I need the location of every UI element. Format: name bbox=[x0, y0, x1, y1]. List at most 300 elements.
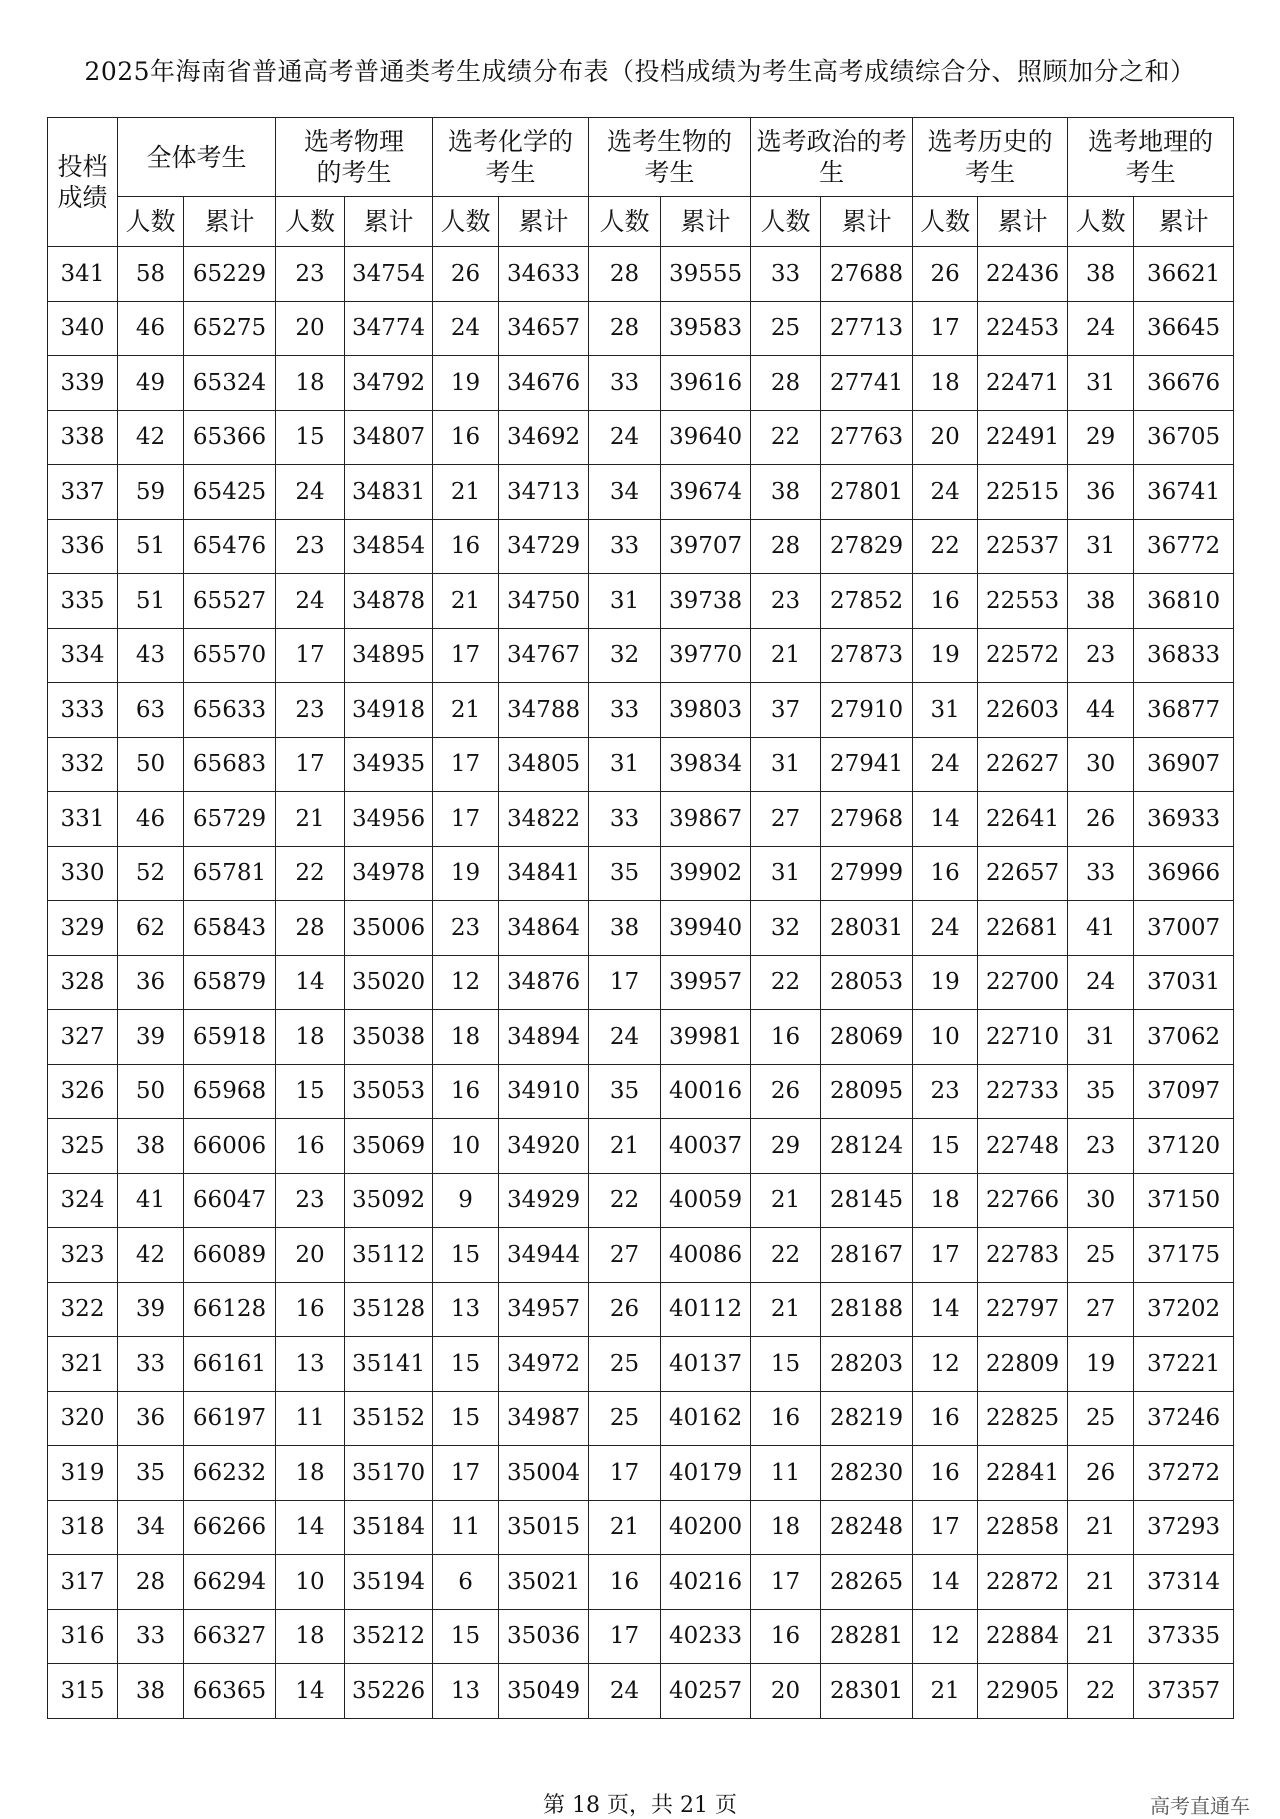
cumulative-cell: 65633 bbox=[184, 683, 276, 738]
header-count: 人数 bbox=[118, 197, 184, 247]
cumulative-cell: 34805 bbox=[499, 737, 589, 792]
cumulative-cell: 22537 bbox=[978, 519, 1068, 574]
count-cell: 18 bbox=[276, 1446, 345, 1501]
score-cell: 333 bbox=[48, 683, 118, 738]
score-cell: 317 bbox=[48, 1555, 118, 1610]
count-cell: 11 bbox=[276, 1391, 345, 1446]
cumulative-cell: 36772 bbox=[1134, 519, 1234, 574]
header-count: 人数 bbox=[751, 197, 821, 247]
count-cell: 31 bbox=[589, 737, 661, 792]
cumulative-cell: 66047 bbox=[184, 1173, 276, 1228]
cumulative-cell: 65918 bbox=[184, 1010, 276, 1065]
count-cell: 21 bbox=[589, 1500, 661, 1555]
count-cell: 21 bbox=[751, 1282, 821, 1337]
header-cumulative: 累计 bbox=[1134, 197, 1234, 247]
count-cell: 18 bbox=[433, 1010, 499, 1065]
count-cell: 24 bbox=[913, 465, 978, 520]
cumulative-cell: 36676 bbox=[1134, 356, 1234, 411]
count-cell: 21 bbox=[276, 792, 345, 847]
table-row bbox=[48, 1664, 1234, 1719]
score-cell: 319 bbox=[48, 1446, 118, 1501]
cumulative-cell: 34807 bbox=[345, 410, 433, 465]
count-cell: 46 bbox=[118, 792, 184, 847]
cumulative-cell: 36621 bbox=[1134, 247, 1234, 302]
cumulative-cell: 66327 bbox=[184, 1609, 276, 1664]
count-cell: 21 bbox=[589, 1119, 661, 1174]
cumulative-cell: 28124 bbox=[821, 1119, 913, 1174]
cumulative-cell: 22858 bbox=[978, 1500, 1068, 1555]
cumulative-cell: 66006 bbox=[184, 1119, 276, 1174]
count-cell: 34 bbox=[589, 465, 661, 520]
count-cell: 35 bbox=[589, 1064, 661, 1119]
cumulative-cell: 36810 bbox=[1134, 574, 1234, 629]
table-row bbox=[48, 1010, 1234, 1065]
cumulative-cell: 34676 bbox=[499, 356, 589, 411]
cumulative-cell: 22641 bbox=[978, 792, 1068, 847]
cumulative-cell: 27968 bbox=[821, 792, 913, 847]
count-cell: 43 bbox=[118, 628, 184, 683]
cumulative-cell: 34864 bbox=[499, 901, 589, 956]
cumulative-cell: 22872 bbox=[978, 1555, 1068, 1610]
header-count: 人数 bbox=[913, 197, 978, 247]
header-group-politics: 选考政治的考生 bbox=[751, 118, 913, 197]
score-cell: 327 bbox=[48, 1010, 118, 1065]
cumulative-cell: 34956 bbox=[345, 792, 433, 847]
table-row bbox=[48, 846, 1234, 901]
cumulative-cell: 22905 bbox=[978, 1664, 1068, 1719]
cumulative-cell: 22657 bbox=[978, 846, 1068, 901]
cumulative-cell: 65879 bbox=[184, 955, 276, 1010]
cumulative-cell: 28053 bbox=[821, 955, 913, 1010]
count-cell: 17 bbox=[913, 1500, 978, 1555]
cumulative-cell: 22825 bbox=[978, 1391, 1068, 1446]
header-group-chemistry: 选考化学的考生 bbox=[433, 118, 589, 197]
count-cell: 10 bbox=[913, 1010, 978, 1065]
cumulative-cell: 40257 bbox=[661, 1664, 751, 1719]
cumulative-cell: 35184 bbox=[345, 1500, 433, 1555]
count-cell: 26 bbox=[1068, 792, 1134, 847]
count-cell: 22 bbox=[276, 846, 345, 901]
count-cell: 15 bbox=[433, 1228, 499, 1283]
cumulative-cell: 36933 bbox=[1134, 792, 1234, 847]
cumulative-cell: 34972 bbox=[499, 1337, 589, 1392]
cumulative-cell: 34929 bbox=[499, 1173, 589, 1228]
cumulative-cell: 65570 bbox=[184, 628, 276, 683]
cumulative-cell: 35006 bbox=[345, 901, 433, 956]
count-cell: 23 bbox=[913, 1064, 978, 1119]
count-cell: 28 bbox=[589, 247, 661, 302]
cumulative-cell: 35049 bbox=[499, 1664, 589, 1719]
count-cell: 15 bbox=[433, 1337, 499, 1392]
header-cumulative: 累计 bbox=[184, 197, 276, 247]
cumulative-cell: 40037 bbox=[661, 1119, 751, 1174]
count-cell: 18 bbox=[276, 356, 345, 411]
count-cell: 14 bbox=[913, 792, 978, 847]
cumulative-cell: 28265 bbox=[821, 1555, 913, 1610]
count-cell: 12 bbox=[433, 955, 499, 1010]
count-cell: 30 bbox=[1068, 737, 1134, 792]
count-cell: 25 bbox=[1068, 1391, 1134, 1446]
count-cell: 16 bbox=[913, 1446, 978, 1501]
count-cell: 24 bbox=[589, 410, 661, 465]
cumulative-cell: 39738 bbox=[661, 574, 751, 629]
score-cell: 321 bbox=[48, 1337, 118, 1392]
count-cell: 15 bbox=[913, 1119, 978, 1174]
cumulative-cell: 36705 bbox=[1134, 410, 1234, 465]
count-cell: 46 bbox=[118, 301, 184, 356]
cumulative-cell: 27852 bbox=[821, 574, 913, 629]
cumulative-cell: 34774 bbox=[345, 301, 433, 356]
count-cell: 24 bbox=[589, 1664, 661, 1719]
score-cell: 341 bbox=[48, 247, 118, 302]
cumulative-cell: 28301 bbox=[821, 1664, 913, 1719]
count-cell: 37 bbox=[751, 683, 821, 738]
count-cell: 10 bbox=[276, 1555, 345, 1610]
header-cumulative: 累计 bbox=[978, 197, 1068, 247]
table-row bbox=[48, 1173, 1234, 1228]
cumulative-cell: 22809 bbox=[978, 1337, 1068, 1392]
count-cell: 31 bbox=[1068, 356, 1134, 411]
table-row bbox=[48, 1337, 1234, 1392]
cumulative-cell: 36741 bbox=[1134, 465, 1234, 520]
cumulative-cell: 40233 bbox=[661, 1609, 751, 1664]
cumulative-cell: 22572 bbox=[978, 628, 1068, 683]
count-cell: 22 bbox=[751, 1228, 821, 1283]
cumulative-cell: 65527 bbox=[184, 574, 276, 629]
table-row bbox=[48, 628, 1234, 683]
cumulative-cell: 66161 bbox=[184, 1337, 276, 1392]
count-cell: 16 bbox=[913, 1391, 978, 1446]
count-cell: 22 bbox=[751, 955, 821, 1010]
count-cell: 13 bbox=[433, 1282, 499, 1337]
count-cell: 24 bbox=[913, 737, 978, 792]
count-cell: 17 bbox=[433, 737, 499, 792]
count-cell: 49 bbox=[118, 356, 184, 411]
cumulative-cell: 35036 bbox=[499, 1609, 589, 1664]
count-cell: 32 bbox=[751, 901, 821, 956]
count-cell: 12 bbox=[913, 1609, 978, 1664]
header-count: 人数 bbox=[276, 197, 345, 247]
table-body bbox=[48, 247, 1234, 1719]
cumulative-cell: 34750 bbox=[499, 574, 589, 629]
cumulative-cell: 66232 bbox=[184, 1446, 276, 1501]
table-row bbox=[48, 1555, 1234, 1610]
count-cell: 25 bbox=[751, 301, 821, 356]
cumulative-cell: 66089 bbox=[184, 1228, 276, 1283]
cumulative-cell: 37007 bbox=[1134, 901, 1234, 956]
score-cell: 324 bbox=[48, 1173, 118, 1228]
count-cell: 31 bbox=[751, 846, 821, 901]
cumulative-cell: 27941 bbox=[821, 737, 913, 792]
count-cell: 29 bbox=[751, 1119, 821, 1174]
cumulative-cell: 35112 bbox=[345, 1228, 433, 1283]
cumulative-cell: 65366 bbox=[184, 410, 276, 465]
cumulative-cell: 37357 bbox=[1134, 1664, 1234, 1719]
count-cell: 18 bbox=[913, 1173, 978, 1228]
count-cell: 25 bbox=[1068, 1228, 1134, 1283]
count-cell: 11 bbox=[433, 1500, 499, 1555]
header-group-biology: 选考生物的考生 bbox=[589, 118, 751, 197]
count-cell: 16 bbox=[276, 1282, 345, 1337]
count-cell: 16 bbox=[913, 574, 978, 629]
table-row bbox=[48, 1282, 1234, 1337]
cumulative-cell: 37246 bbox=[1134, 1391, 1234, 1446]
count-cell: 50 bbox=[118, 1064, 184, 1119]
cumulative-cell: 39902 bbox=[661, 846, 751, 901]
cumulative-cell: 22783 bbox=[978, 1228, 1068, 1283]
cumulative-cell: 34957 bbox=[499, 1282, 589, 1337]
count-cell: 42 bbox=[118, 410, 184, 465]
count-cell: 19 bbox=[433, 846, 499, 901]
cumulative-cell: 40112 bbox=[661, 1282, 751, 1337]
cumulative-cell: 34910 bbox=[499, 1064, 589, 1119]
count-cell: 24 bbox=[1068, 301, 1134, 356]
count-cell: 20 bbox=[276, 301, 345, 356]
count-cell: 23 bbox=[276, 519, 345, 574]
cumulative-cell: 34935 bbox=[345, 737, 433, 792]
count-cell: 29 bbox=[1068, 410, 1134, 465]
cumulative-cell: 36907 bbox=[1134, 737, 1234, 792]
count-cell: 27 bbox=[589, 1228, 661, 1283]
cumulative-cell: 22841 bbox=[978, 1446, 1068, 1501]
count-cell: 16 bbox=[589, 1555, 661, 1610]
cumulative-cell: 65425 bbox=[184, 465, 276, 520]
cumulative-cell: 28031 bbox=[821, 901, 913, 956]
count-cell: 23 bbox=[1068, 1119, 1134, 1174]
count-cell: 21 bbox=[1068, 1500, 1134, 1555]
count-cell: 14 bbox=[913, 1555, 978, 1610]
cumulative-cell: 34767 bbox=[499, 628, 589, 683]
count-cell: 33 bbox=[589, 519, 661, 574]
cumulative-cell: 40216 bbox=[661, 1555, 751, 1610]
count-cell: 25 bbox=[589, 1337, 661, 1392]
count-cell: 16 bbox=[433, 1064, 499, 1119]
cumulative-cell: 35226 bbox=[345, 1664, 433, 1719]
cumulative-cell: 35053 bbox=[345, 1064, 433, 1119]
cumulative-cell: 34895 bbox=[345, 628, 433, 683]
count-cell: 21 bbox=[913, 1664, 978, 1719]
score-cell: 316 bbox=[48, 1609, 118, 1664]
count-cell: 31 bbox=[1068, 1010, 1134, 1065]
count-cell: 16 bbox=[751, 1609, 821, 1664]
cumulative-cell: 37293 bbox=[1134, 1500, 1234, 1555]
cumulative-cell: 34713 bbox=[499, 465, 589, 520]
count-cell: 28 bbox=[276, 901, 345, 956]
count-cell: 21 bbox=[1068, 1555, 1134, 1610]
cumulative-cell: 27829 bbox=[821, 519, 913, 574]
count-cell: 31 bbox=[589, 574, 661, 629]
count-cell: 17 bbox=[751, 1555, 821, 1610]
count-cell: 26 bbox=[433, 247, 499, 302]
count-cell: 22 bbox=[913, 519, 978, 574]
count-cell: 33 bbox=[589, 792, 661, 847]
count-cell: 36 bbox=[1068, 465, 1134, 520]
cumulative-cell: 34792 bbox=[345, 356, 433, 411]
score-cell: 329 bbox=[48, 901, 118, 956]
count-cell: 17 bbox=[276, 628, 345, 683]
cumulative-cell: 66266 bbox=[184, 1500, 276, 1555]
cumulative-cell: 22627 bbox=[978, 737, 1068, 792]
cumulative-cell: 34633 bbox=[499, 247, 589, 302]
table-row bbox=[48, 1119, 1234, 1174]
cumulative-cell: 35020 bbox=[345, 955, 433, 1010]
score-cell: 335 bbox=[48, 574, 118, 629]
cumulative-cell: 35194 bbox=[345, 1555, 433, 1610]
score-cell: 338 bbox=[48, 410, 118, 465]
count-cell: 15 bbox=[433, 1609, 499, 1664]
cumulative-cell: 35170 bbox=[345, 1446, 433, 1501]
count-cell: 26 bbox=[589, 1282, 661, 1337]
table-row bbox=[48, 1446, 1234, 1501]
cumulative-cell: 65729 bbox=[184, 792, 276, 847]
cumulative-cell: 37150 bbox=[1134, 1173, 1234, 1228]
header-cumulative: 累计 bbox=[661, 197, 751, 247]
count-cell: 35 bbox=[1068, 1064, 1134, 1119]
cumulative-cell: 22710 bbox=[978, 1010, 1068, 1065]
cumulative-cell: 28167 bbox=[821, 1228, 913, 1283]
score-distribution-table bbox=[47, 117, 1234, 1719]
cumulative-cell: 22681 bbox=[978, 901, 1068, 956]
cumulative-cell: 22797 bbox=[978, 1282, 1068, 1337]
count-cell: 33 bbox=[589, 356, 661, 411]
cumulative-cell: 39707 bbox=[661, 519, 751, 574]
header-count: 人数 bbox=[433, 197, 499, 247]
cumulative-cell: 65229 bbox=[184, 247, 276, 302]
count-cell: 35 bbox=[118, 1446, 184, 1501]
cumulative-cell: 35069 bbox=[345, 1119, 433, 1174]
cumulative-cell: 28145 bbox=[821, 1173, 913, 1228]
count-cell: 17 bbox=[433, 1446, 499, 1501]
cumulative-cell: 22603 bbox=[978, 683, 1068, 738]
cumulative-cell: 40179 bbox=[661, 1446, 751, 1501]
count-cell: 27 bbox=[751, 792, 821, 847]
count-cell: 26 bbox=[1068, 1446, 1134, 1501]
count-cell: 23 bbox=[1068, 628, 1134, 683]
count-cell: 10 bbox=[433, 1119, 499, 1174]
count-cell: 33 bbox=[118, 1337, 184, 1392]
cumulative-cell: 27801 bbox=[821, 465, 913, 520]
count-cell: 39 bbox=[118, 1010, 184, 1065]
count-cell: 63 bbox=[118, 683, 184, 738]
table-row bbox=[48, 247, 1234, 302]
table-row bbox=[48, 410, 1234, 465]
cumulative-cell: 34854 bbox=[345, 519, 433, 574]
count-cell: 17 bbox=[589, 955, 661, 1010]
header-cumulative: 累计 bbox=[821, 197, 913, 247]
cumulative-cell: 34944 bbox=[499, 1228, 589, 1283]
cumulative-cell: 34822 bbox=[499, 792, 589, 847]
count-cell: 20 bbox=[751, 1664, 821, 1719]
cumulative-cell: 22766 bbox=[978, 1173, 1068, 1228]
score-cell: 336 bbox=[48, 519, 118, 574]
score-cell: 320 bbox=[48, 1391, 118, 1446]
cumulative-cell: 22453 bbox=[978, 301, 1068, 356]
cumulative-cell: 39867 bbox=[661, 792, 751, 847]
cumulative-cell: 34692 bbox=[499, 410, 589, 465]
score-cell: 339 bbox=[48, 356, 118, 411]
score-cell: 318 bbox=[48, 1500, 118, 1555]
cumulative-cell: 40137 bbox=[661, 1337, 751, 1392]
cumulative-cell: 37335 bbox=[1134, 1609, 1234, 1664]
count-cell: 18 bbox=[276, 1010, 345, 1065]
score-cell: 332 bbox=[48, 737, 118, 792]
cumulative-cell: 28230 bbox=[821, 1446, 913, 1501]
cumulative-cell: 40200 bbox=[661, 1500, 751, 1555]
cumulative-cell: 22884 bbox=[978, 1609, 1068, 1664]
table-row bbox=[48, 901, 1234, 956]
cumulative-cell: 28095 bbox=[821, 1064, 913, 1119]
count-cell: 12 bbox=[913, 1337, 978, 1392]
count-cell: 20 bbox=[276, 1228, 345, 1283]
cumulative-cell: 39957 bbox=[661, 955, 751, 1010]
count-cell: 15 bbox=[276, 410, 345, 465]
header-group-geography: 选考地理的考生 bbox=[1068, 118, 1234, 197]
cumulative-cell: 34987 bbox=[499, 1391, 589, 1446]
count-cell: 16 bbox=[913, 846, 978, 901]
table-header bbox=[48, 118, 1234, 247]
cumulative-cell: 28069 bbox=[821, 1010, 913, 1065]
table-row bbox=[48, 1064, 1234, 1119]
cumulative-cell: 39555 bbox=[661, 247, 751, 302]
cumulative-cell: 37175 bbox=[1134, 1228, 1234, 1283]
count-cell: 14 bbox=[276, 955, 345, 1010]
count-cell: 16 bbox=[433, 519, 499, 574]
cumulative-cell: 39981 bbox=[661, 1010, 751, 1065]
cumulative-cell: 39940 bbox=[661, 901, 751, 956]
cumulative-cell: 27999 bbox=[821, 846, 913, 901]
count-cell: 22 bbox=[751, 410, 821, 465]
count-cell: 13 bbox=[433, 1664, 499, 1719]
count-cell: 23 bbox=[751, 574, 821, 629]
cumulative-cell: 22700 bbox=[978, 955, 1068, 1010]
count-cell: 21 bbox=[433, 574, 499, 629]
count-cell: 58 bbox=[118, 247, 184, 302]
cumulative-cell: 37120 bbox=[1134, 1119, 1234, 1174]
cumulative-cell: 35004 bbox=[499, 1446, 589, 1501]
count-cell: 16 bbox=[751, 1010, 821, 1065]
page-title: 2025年海南省普通高考普通类考生成绩分布表（投档成绩为考生高考成绩综合分、照顾加分之和） bbox=[84, 57, 1196, 86]
count-cell: 13 bbox=[276, 1337, 345, 1392]
count-cell: 44 bbox=[1068, 683, 1134, 738]
cumulative-cell: 27688 bbox=[821, 247, 913, 302]
cumulative-cell: 39616 bbox=[661, 356, 751, 411]
count-cell: 14 bbox=[276, 1500, 345, 1555]
table-row bbox=[48, 737, 1234, 792]
cumulative-cell: 34657 bbox=[499, 301, 589, 356]
cumulative-cell: 39640 bbox=[661, 410, 751, 465]
count-cell: 36 bbox=[118, 955, 184, 1010]
cumulative-cell: 40016 bbox=[661, 1064, 751, 1119]
cumulative-cell: 66197 bbox=[184, 1391, 276, 1446]
count-cell: 16 bbox=[276, 1119, 345, 1174]
cumulative-cell: 34788 bbox=[499, 683, 589, 738]
count-cell: 16 bbox=[433, 410, 499, 465]
count-cell: 25 bbox=[589, 1391, 661, 1446]
count-cell: 24 bbox=[276, 574, 345, 629]
table-row bbox=[48, 955, 1234, 1010]
count-cell: 31 bbox=[1068, 519, 1134, 574]
cumulative-cell: 39583 bbox=[661, 301, 751, 356]
cumulative-cell: 39674 bbox=[661, 465, 751, 520]
cumulative-cell: 34878 bbox=[345, 574, 433, 629]
count-cell: 26 bbox=[751, 1064, 821, 1119]
score-cell: 326 bbox=[48, 1064, 118, 1119]
count-cell: 34 bbox=[118, 1500, 184, 1555]
table-row bbox=[48, 519, 1234, 574]
count-cell: 35 bbox=[589, 846, 661, 901]
count-cell: 19 bbox=[913, 955, 978, 1010]
score-cell: 340 bbox=[48, 301, 118, 356]
